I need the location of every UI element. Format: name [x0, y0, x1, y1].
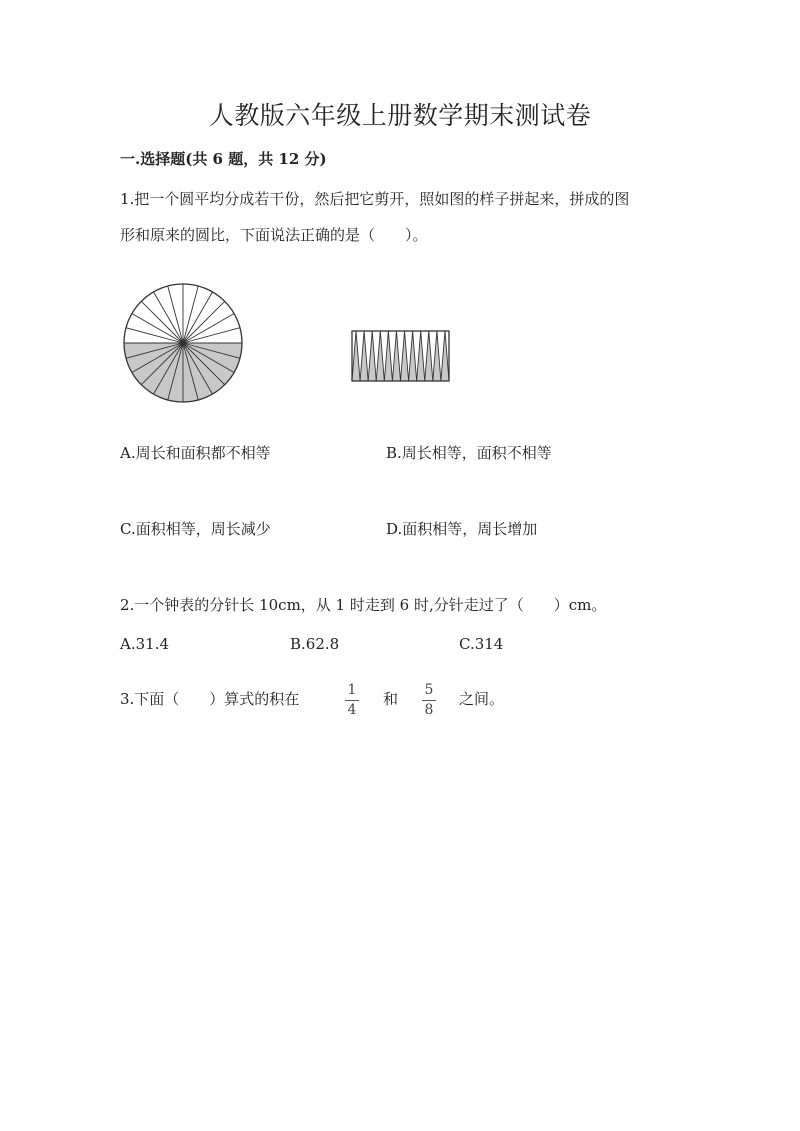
q1-option-c: C.面积相等，周长减少	[120, 520, 271, 538]
fraction-bar	[345, 700, 359, 701]
shaded-sector	[409, 331, 417, 381]
q2-option-c: C.314	[459, 635, 504, 653]
q2-option-b: B.62.8	[290, 635, 340, 653]
sector-radius	[183, 286, 198, 343]
rearranged-sectors	[352, 331, 449, 381]
q1-option-b: B.周长相等，面积不相等	[386, 444, 552, 462]
q1-option-d: D.面积相等，周长增加	[386, 520, 538, 538]
q1-line1: 1.把一个圆平均分成若干份，然后把它剪开，照如图的样子拼起来，拼成的图	[120, 190, 630, 208]
fraction-numerator: 5	[424, 682, 434, 698]
shaded-sector	[417, 331, 425, 381]
sector-radius	[126, 328, 183, 343]
q3-conjunction: 和	[383, 690, 399, 708]
q1-line2: 形和原来的圆比，下面说法正确的是（ ）。	[120, 226, 428, 244]
shaded-sector	[441, 331, 449, 381]
shaded-sector	[368, 331, 376, 381]
shaded-sector	[360, 331, 368, 381]
q3-prefix: 3.下面（ ）算式的积在	[120, 690, 300, 708]
shaded-sector	[433, 331, 441, 381]
fraction-denominator: 4	[347, 702, 357, 718]
fraction-denominator: 8	[424, 702, 434, 718]
shaded-sector	[401, 331, 409, 381]
q1-rearranged-figure	[350, 328, 452, 384]
q3-suffix: 之间。	[459, 690, 505, 708]
circle-sectors	[124, 284, 242, 402]
fraction-five-eighths	[420, 682, 438, 719]
section-heading: 一.选择题(共 6 题，共 12 分)	[120, 150, 327, 168]
sector-radius	[168, 286, 183, 343]
q1-circle-figure	[120, 280, 246, 406]
q2-option-a: A.31.4	[120, 635, 169, 653]
page-title: 人教版六年级上册数学期末测试卷	[208, 101, 592, 130]
shaded-sector	[384, 331, 392, 381]
sector-radius	[183, 328, 240, 343]
fraction-bar	[422, 700, 436, 701]
shaded-sector	[392, 331, 400, 381]
shaded-sector	[376, 331, 384, 381]
fraction-one-quarter	[343, 682, 361, 719]
shaded-sector	[352, 331, 360, 381]
q2-text: 2.一个钟表的分针长 10cm，从 1 时走到 6 时,分针走过了（ ）cm。	[120, 596, 607, 614]
fraction-numerator: 1	[347, 682, 357, 698]
shaded-sector	[425, 331, 433, 381]
q1-option-a: A.周长和面积都不相等	[120, 444, 271, 462]
